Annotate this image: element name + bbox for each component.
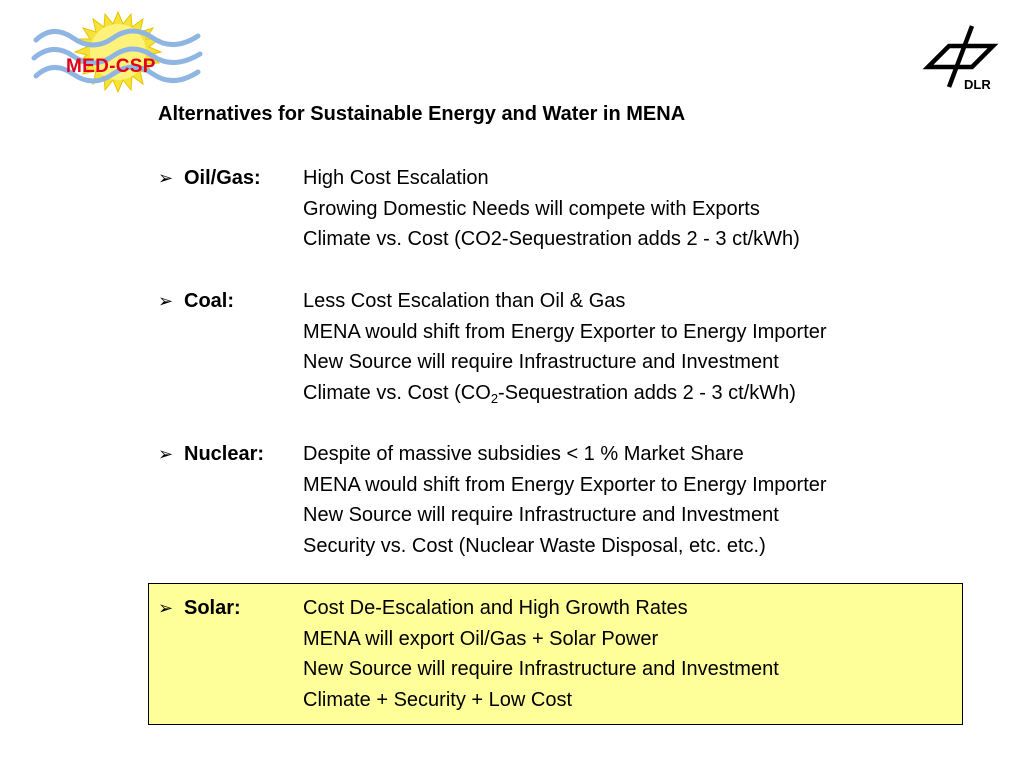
slide-title: Alternatives for Sustainable Energy and Water in MENA	[158, 103, 686, 125]
section-line: MENA will export Oil/Gas + Solar Power	[303, 627, 659, 650]
section-label-solar: Solar:	[184, 597, 241, 619]
section-line: Growing Domestic Needs will compete with Exports	[303, 197, 760, 220]
arrow-bullet-icon: ➢	[158, 168, 174, 188]
section-line: New Source will require Infrastructure and Investment	[303, 351, 779, 374]
co2-subscript: 2	[490, 391, 499, 407]
section-line: Climate + Security + Low Cost	[303, 689, 572, 712]
co2-suffix: -Sequestration adds 2 - 3 ct/kWh)	[498, 382, 796, 405]
section-label-nuclear: Nuclear:	[184, 443, 265, 465]
section-label-coal: Coal:	[184, 290, 234, 312]
medcsp-logo-text: MED-CSP	[66, 56, 156, 77]
arrow-bullet-icon: ➢	[158, 598, 174, 618]
section-line: New Source will require Infrastructure and Investment	[303, 504, 779, 527]
arrow-bullet-icon: ➢	[158, 291, 174, 311]
section-line: New Source will require Infrastructure and Investment	[303, 658, 779, 681]
section-line: Security vs. Cost (Nuclear Waste Disposal, etc. etc.)	[303, 535, 766, 558]
section-line-co2	[303, 378, 796, 409]
section-line: Despite of massive subsidies < 1 % Market Share	[303, 443, 744, 465]
arrow-bullet-icon: ➢	[158, 444, 174, 464]
medcsp-logo	[28, 10, 208, 102]
section-line: MENA would shift from Energy Exporter to Energy Importer	[303, 473, 827, 496]
section-line: MENA would shift from Energy Exporter to Energy Importer	[303, 320, 827, 343]
section-label-oil-gas: Oil/Gas:	[184, 167, 261, 189]
co2-prefix: Climate vs. Cost (CO	[303, 382, 491, 405]
section-line: Climate vs. Cost (CO2-Sequestration adds 2 - 3 ct/kWh)	[303, 228, 800, 251]
section-line: High Cost Escalation	[303, 167, 489, 189]
dlr-logo	[922, 20, 1002, 96]
section-line: Less Cost Escalation than Oil & Gas	[303, 290, 626, 312]
dlr-logo-text: DLR	[964, 77, 991, 92]
section-line: Cost De-Escalation and High Growth Rates	[303, 597, 688, 619]
